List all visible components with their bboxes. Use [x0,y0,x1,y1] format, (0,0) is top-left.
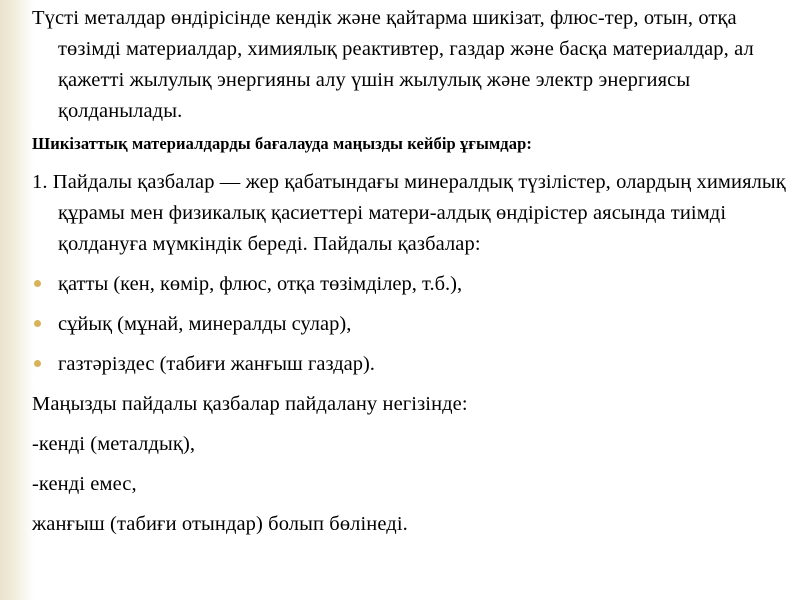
text-line: -кенді емес, [32,473,137,495]
slide-content [32,0,787,540]
section-heading: Шикізаттық материалдарды бағалауда маңызды кейбір ұғымдар: [32,134,532,153]
text-line: Маңызды пайдалы қазбалар пайдалану негізінде: [32,393,468,415]
intro-paragraph: Түсті металдар өндірісінде кендік және қайтарма шикізат, флюс-тер, отын, отқа төзімді материалдар, химиялық реактивтер, газдар және басқа материалдар, ал қажетті жылулық энергияны алу үшін жылулық және электр энергиясы қолданылады. [32,7,754,122]
bullet-item-solid [32,269,787,300]
bullet-item-gas [32,349,787,380]
bullet-text: газтәріздес (табиғи жанғыш газдар). [58,353,375,375]
bullet-dot-icon [34,280,41,287]
bullet-dot-icon [34,320,41,327]
bullet-text: қатты (кен, көмір, флюс, отқа төзімділер, т.б.), [58,273,463,295]
numbered-paragraph: 1. Пайдалы қазбалар — жер қабатындағы минералдық түзілістер, олардың химиялық құрамы мен физикалық қасиеттері матери-алдық өндірістер аясында тиімді қолдануға мүмкіндік береді. Пайдалы қазбалар: [32,171,786,255]
text-line: -кенді (металдық), [32,433,196,455]
bullet-dot-icon [34,360,41,367]
bullet-text: сұйық (мұнай, минералды сулар), [58,313,352,335]
bullet-item-liquid [32,309,787,340]
text-line: жанғыш (табиғи отындар) болып бөлінеді. [32,513,408,535]
